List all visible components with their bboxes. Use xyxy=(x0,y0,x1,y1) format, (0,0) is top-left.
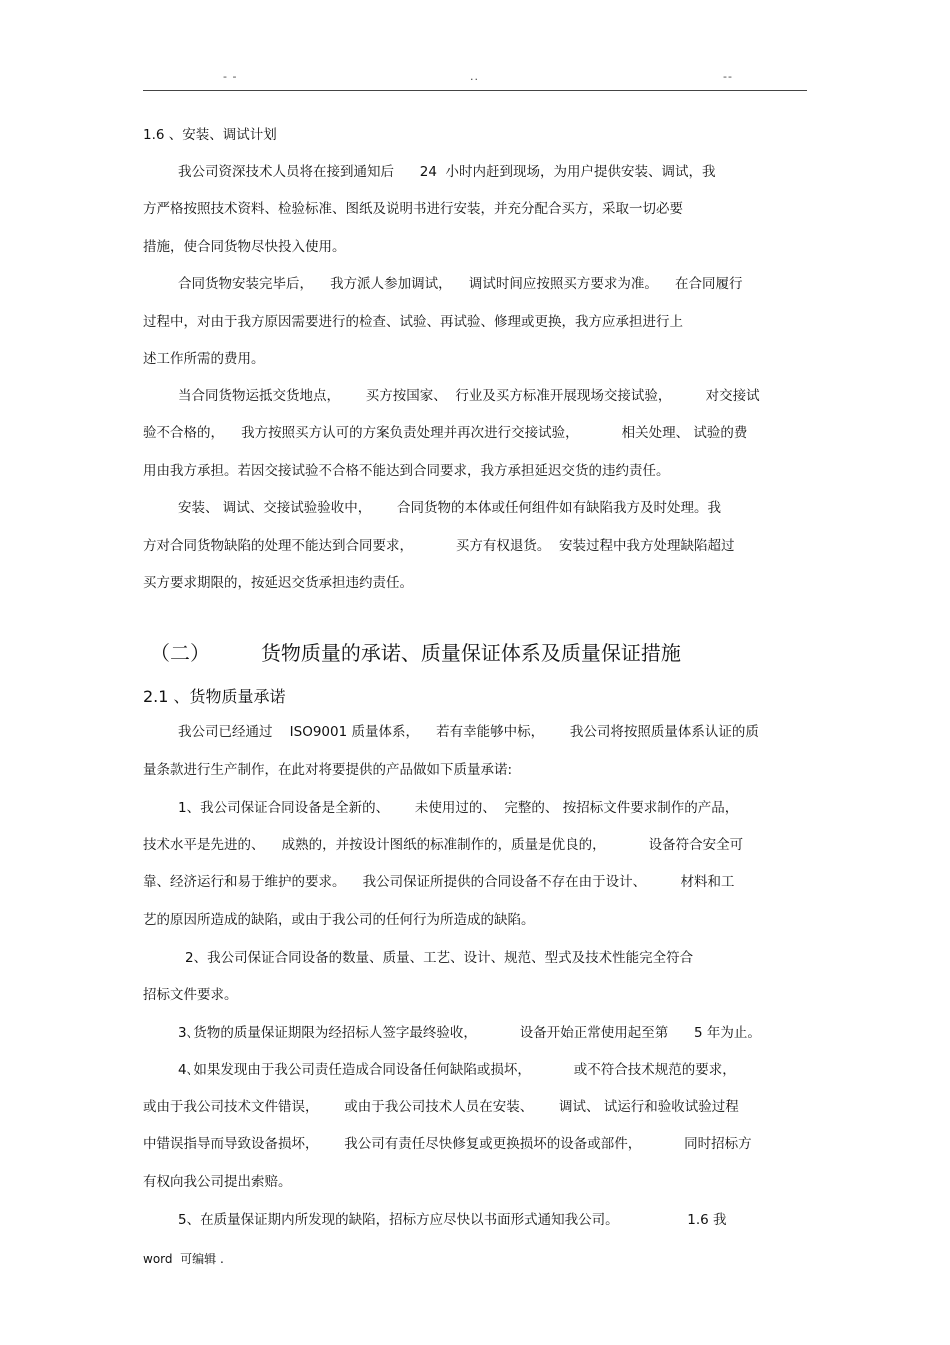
header-center: .. xyxy=(470,70,479,83)
header-right: -- xyxy=(723,70,733,83)
paragraph-line: 中错误指导而导致设备损坏， 我公司有责任尽快修复或更换损坏的设备或部件， 同时招标方 xyxy=(143,1136,752,1152)
paragraph-line: 1、我公司保证合同设备是全新的、 未使用过的、 完整的、 按招标文件要求制作的产品， xyxy=(178,800,739,816)
paragraph-line: 验不合格的， 我方按照买方认可的方案负责处理并再次进行交接试验， 相关处理、 试验的费 xyxy=(143,425,748,441)
paragraph-line: 过程中，对由于我方原因需要进行的检查、试验、再试验、修理或更换，我方应承担进行上 xyxy=(143,314,683,330)
page-footer: word 可编辑 . xyxy=(143,1252,224,1266)
paragraph-line: 方对合同货物缺陷的处理不能达到合同要求， 买方有权退货。 安装过程中我方处理缺陷超过 xyxy=(143,538,735,554)
paragraph-line: 用由我方承担。若因交接试验不合格不能达到合同要求，我方承担延迟交货的违约责任。 xyxy=(143,463,670,479)
paragraph-line: 当合同货物运抵交货地点， 买方按国家、 行业及买方标准开展现场交接试验， 对交接试 xyxy=(178,388,760,404)
paragraph-line: 5、在质量保证期内所发现的缺陷，招标方应尽快以书面形式通知我公司。 1.6 我 xyxy=(178,1212,727,1228)
paragraph-line: 措施，使合同货物尽快投入使用。 xyxy=(143,239,346,255)
section-heading: 1.6 、安装、调试计划 xyxy=(143,127,277,143)
paragraph-line: 安装、 调试、交接试验验收中， 合同货物的本体或任何组件如有缺陷我方及时处理。我 xyxy=(178,500,722,516)
chapter-heading: （二） 货物质量的承诺、质量保证体系及质量保证措施 xyxy=(150,641,681,665)
paragraph-line: 艺的原因所造成的缺陷，或由于我公司的任何行为所造成的缺陷。 xyxy=(143,912,535,928)
paragraph-line: 4､如果发现由于我公司责任造成合同设备任何缺陷或损坏， 或不符合技术规范的要求， xyxy=(178,1062,736,1078)
paragraph-line: 技术水平是先进的、 成熟的，并按设计图纸的标准制作的，质量是优良的， 设备符合安全可 xyxy=(143,837,744,853)
paragraph-line: 合同货物安装完毕后， 我方派人参加调试， 调试时间应按照买方要求为准。 在合同履行 xyxy=(178,276,743,292)
page-header xyxy=(143,70,807,91)
paragraph-line: 靠、经济运行和易于维护的要求。 我公司保证所提供的合同设备不存在由于设计、 材料和工 xyxy=(143,874,735,890)
section-heading: 2.1 、货物质量承诺 xyxy=(143,687,286,706)
paragraph-line: 我公司资深技术人员将在接到通知后 24 小时内赶到现场，为用户提供安装、调试，我 xyxy=(178,164,716,180)
paragraph-line: 或由于我公司技术文件错误， 或由于我公司技术人员在安装、 调试、 试运行和验收试验过程 xyxy=(143,1099,739,1115)
paragraph-line: 3､货物的质量保证期限为经招标人签字最终验收， 设备开始正常使用起至第 5 年为止。 xyxy=(178,1025,761,1041)
paragraph-line: 述工作所需的费用。 xyxy=(143,351,265,367)
paragraph-line: 2、我公司保证合同设备的数量、质量、工艺、设计、规范、型式及技术性能完全符合 xyxy=(185,950,694,966)
paragraph-line: 我公司已经通过 ISO9001 质量体系， 若有幸能够中标， 我公司将按照质量体系认证的质 xyxy=(178,724,759,740)
paragraph-line: 招标文件要求。 xyxy=(143,987,238,1003)
header-left: - - xyxy=(223,70,238,83)
paragraph-line: 量条款进行生产制作，在此对将要提供的产品做如下质量承诺: xyxy=(143,762,513,778)
paragraph-line: 有权向我公司提出索赔。 xyxy=(143,1174,292,1190)
paragraph-line: 买方要求期限的，按延迟交货承担违约责任。 xyxy=(143,575,413,591)
paragraph-line: 方严格按照技术资料、检验标准、图纸及说明书进行安装，并充分配合买方，采取一切必要 xyxy=(143,201,683,217)
